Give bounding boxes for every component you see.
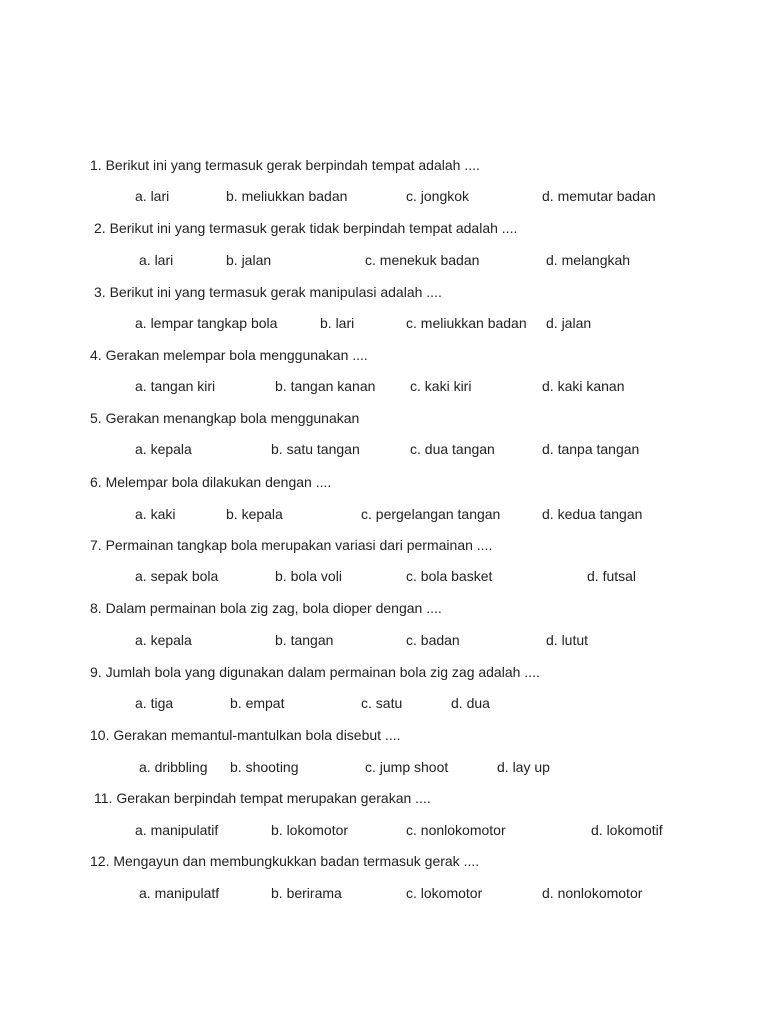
question-3: 3. Berikut ini yang termasuk gerak manipulasi adalah .... <box>94 284 442 300</box>
q10-option-c: c. jump shoot <box>365 759 449 775</box>
q8-option-b: b. tangan <box>275 632 334 648</box>
q11-option-c: c. nonlokomotor <box>406 822 506 838</box>
q1-option-a: a. lari <box>135 188 170 204</box>
q3-option-c: c. meliukkan badan <box>406 315 527 331</box>
q3-option-b: b. lari <box>320 315 355 331</box>
q5-option-c: c. dua tangan <box>410 441 495 457</box>
question-10: 10. Gerakan memantul-mantulkan bola disebut .... <box>90 727 401 743</box>
q6-option-b: b. kepala <box>226 506 283 522</box>
q12-option-b: b. berirama <box>271 885 342 901</box>
q9-option-b: b. empat <box>230 695 285 711</box>
q9-option-d: d. dua <box>451 695 490 711</box>
q4-option-c: c. kaki kiri <box>410 378 472 394</box>
q5-option-b: b. satu tangan <box>271 441 360 457</box>
q6-option-c: c. pergelangan tangan <box>361 506 501 522</box>
question-11: 11. Gerakan berpindah tempat merupakan gerakan .... <box>94 790 431 806</box>
q1-option-b: b. meliukkan badan <box>226 188 348 204</box>
question-8: 8. Dalam permainan bola zig zag, bola dioper dengan .... <box>90 600 442 616</box>
q12-option-a: a. manipulatf <box>139 885 220 901</box>
q9-option-a: a. tiga <box>135 695 174 711</box>
q5-option-d: d. tanpa tangan <box>542 441 640 457</box>
q10-option-d: d. lay up <box>497 759 550 775</box>
q12-option-c: c. lokomotor <box>406 885 483 901</box>
q10-option-a: a. dribbling <box>139 759 208 775</box>
q5-option-a: a. kepala <box>135 441 192 457</box>
q7-option-c: c. bola basket <box>406 568 493 584</box>
q4-option-b: b. tangan kanan <box>275 378 376 394</box>
q1-option-c: c. jongkok <box>406 188 470 204</box>
q4-option-a: a. tangan kiri <box>135 378 216 394</box>
q6-option-d: d. kedua tangan <box>542 506 643 522</box>
q10-option-b: b. shooting <box>230 759 299 775</box>
question-4: 4. Gerakan melempar bola menggunakan .... <box>90 347 368 363</box>
q2-option-a: a. lari <box>139 252 174 268</box>
q11-option-b: b. lokomotor <box>271 822 349 838</box>
question-5: 5. Gerakan menangkap bola menggunakan <box>90 410 360 426</box>
question-12: 12. Mengayun dan membungkukkan badan termasuk gerak .... <box>90 853 480 869</box>
q6-option-a: a. kaki <box>135 506 176 522</box>
q11-option-d: d. lokomotif <box>591 822 663 838</box>
question-7: 7. Permainan tangkap bola merupakan variasi dari permainan .... <box>90 537 493 553</box>
q2-option-c: c. menekuk badan <box>365 252 480 268</box>
q4-option-d: d. kaki kanan <box>542 378 625 394</box>
q7-option-d: d. futsal <box>587 568 637 584</box>
question-1: 1. Berikut ini yang termasuk gerak berpindah tempat adalah .... <box>90 157 480 173</box>
q12-option-d: d. nonlokomotor <box>542 885 643 901</box>
q2-option-d: d. melangkah <box>546 252 631 268</box>
q2-option-b: b. jalan <box>226 252 272 268</box>
q3-option-d: d. jalan <box>546 315 592 331</box>
q3-option-a: a. lempar tangkap bola <box>135 315 278 331</box>
question-9: 9. Jumlah bola yang digunakan dalam permainan bola zig zag adalah .... <box>90 664 540 680</box>
q11-option-a: a. manipulatif <box>135 822 219 838</box>
q7-option-a: a. sepak bola <box>135 568 219 584</box>
q8-option-a: a. kepala <box>135 632 192 648</box>
q7-option-b: b. bola voli <box>275 568 342 584</box>
q9-option-c: c. satu <box>361 695 403 711</box>
q1-option-d: d. memutar badan <box>542 188 656 204</box>
q8-option-c: c. badan <box>406 632 460 648</box>
question-2: 2. Berikut ini yang termasuk gerak tidak berpindah tempat adalah .... <box>94 220 518 236</box>
q8-option-d: d. lutut <box>546 632 589 648</box>
question-6: 6. Melempar bola dilakukan dengan .... <box>90 474 332 490</box>
